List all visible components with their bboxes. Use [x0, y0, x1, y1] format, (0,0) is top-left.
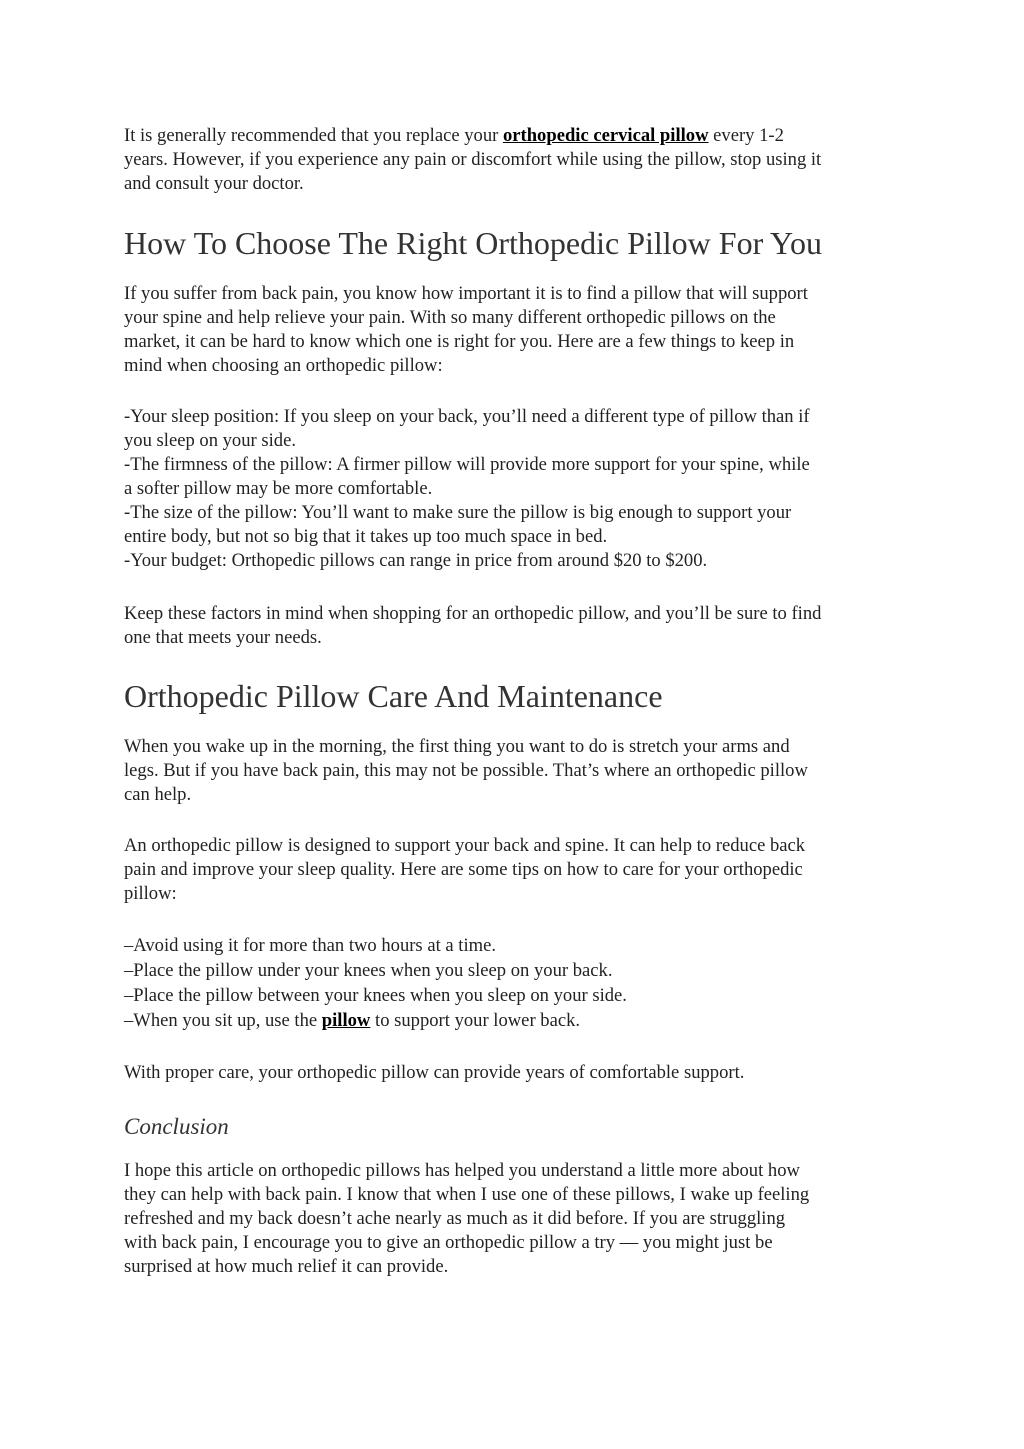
tip-text-before-link: –When you sit up, use the	[124, 1010, 322, 1031]
text-line: can help.	[124, 784, 192, 805]
intro-line-2: years. However, if you experience any pain or discomfort while using the pillow, stop using it	[124, 149, 822, 170]
choose-closing-paragraph	[124, 602, 914, 650]
pillow-link[interactable]: pillow	[321, 1010, 371, 1031]
conclusion-heading: Conclusion	[124, 1114, 229, 1139]
list-item: you sleep on your side.	[124, 430, 296, 451]
text-line: refreshed and my back doesn’t ache nearly as much as it did before. If you are struggling	[124, 1208, 786, 1229]
intro-paragraph	[124, 124, 914, 196]
section-heading-care: Orthopedic Pillow Care And Maintenance	[124, 678, 663, 714]
text-line: your spine and help relieve your pain. With so many different orthopedic pillows on the	[124, 307, 776, 328]
text-line: An orthopedic pillow is designed to support your back and spine. It can help to reduce back	[124, 835, 806, 856]
list-item	[124, 1008, 914, 1033]
text-line: mind when choosing an orthopedic pillow:	[124, 355, 443, 376]
text-line: market, it can be hard to know which one is right for you. Here are a few things to keep in	[124, 331, 795, 352]
text-line: pain and improve your sleep quality. Here are some tips on how to care for your orthopedic	[124, 859, 803, 880]
list-item: –Place the pillow under your knees when you sleep on your back.	[124, 960, 613, 981]
intro-line-1	[124, 124, 914, 148]
intro-text-before-link: It is generally recommended that you replace your	[124, 125, 503, 146]
list-item: -The size of the pillow: You’ll want to make sure the pillow is big enough to support your	[124, 502, 792, 523]
text-line: With proper care, your orthopedic pillow can provide years of comfortable support.	[124, 1062, 745, 1083]
list-item: entire body, but not so big that it takes up too much space in bed.	[124, 526, 608, 547]
tip-text-after-link: to support your lower back.	[370, 1010, 581, 1031]
document-page	[124, 124, 914, 1279]
text-line: one that meets your needs.	[124, 627, 322, 648]
list-item: -Your sleep position: If you sleep on your back, you’ll need a different type of pillow than if	[124, 406, 810, 427]
text-line: I hope this article on orthopedic pillows has helped you understand a little more about how	[124, 1160, 800, 1181]
care-tips-list	[124, 933, 914, 1033]
text-line: legs. But if you have back pain, this may not be possible. That’s where an orthopedic pillow	[124, 760, 808, 781]
choose-factors-list	[124, 405, 914, 573]
text-line: When you wake up in the morning, the first thing you want to do is stretch your arms and	[124, 736, 790, 757]
conclusion-paragraph	[124, 1159, 914, 1279]
list-item: –Place the pillow between your knees when you sleep on your side.	[124, 985, 627, 1006]
care-paragraph-1	[124, 735, 914, 807]
list-item: a softer pillow may be more comfortable.	[124, 478, 433, 499]
list-item: –Avoid using it for more than two hours at a time.	[124, 935, 496, 956]
text-line: If you suffer from back pain, you know how important it is to find a pillow that will support	[124, 283, 808, 304]
care-closing-paragraph	[124, 1061, 914, 1085]
intro-text-after-link: every 1-2	[708, 125, 784, 146]
text-line: Keep these factors in mind when shopping for an orthopedic pillow, and you’ll be sure to find	[124, 603, 822, 624]
text-line: with back pain, I encourage you to give an orthopedic pillow a try — you might just be	[124, 1232, 773, 1253]
text-line: they can help with back pain. I know that when I use one of these pillows, I wake up feeling	[124, 1184, 810, 1205]
text-line: pillow:	[124, 883, 177, 904]
list-item: -Your budget: Orthopedic pillows can range in price from around $20 to $200.	[124, 550, 708, 571]
text-line: surprised at how much relief it can provide.	[124, 1256, 449, 1277]
intro-line-3: and consult your doctor.	[124, 173, 304, 194]
care-paragraph-2	[124, 834, 914, 906]
list-item: -The firmness of the pillow: A firmer pillow will provide more support for your spine, while	[124, 454, 810, 475]
section-heading-choose: How To Choose The Right Orthopedic Pillow For You	[124, 225, 822, 261]
orthopedic-cervical-pillow-link[interactable]: orthopedic cervical pillow	[502, 125, 709, 146]
choose-paragraph	[124, 282, 914, 378]
